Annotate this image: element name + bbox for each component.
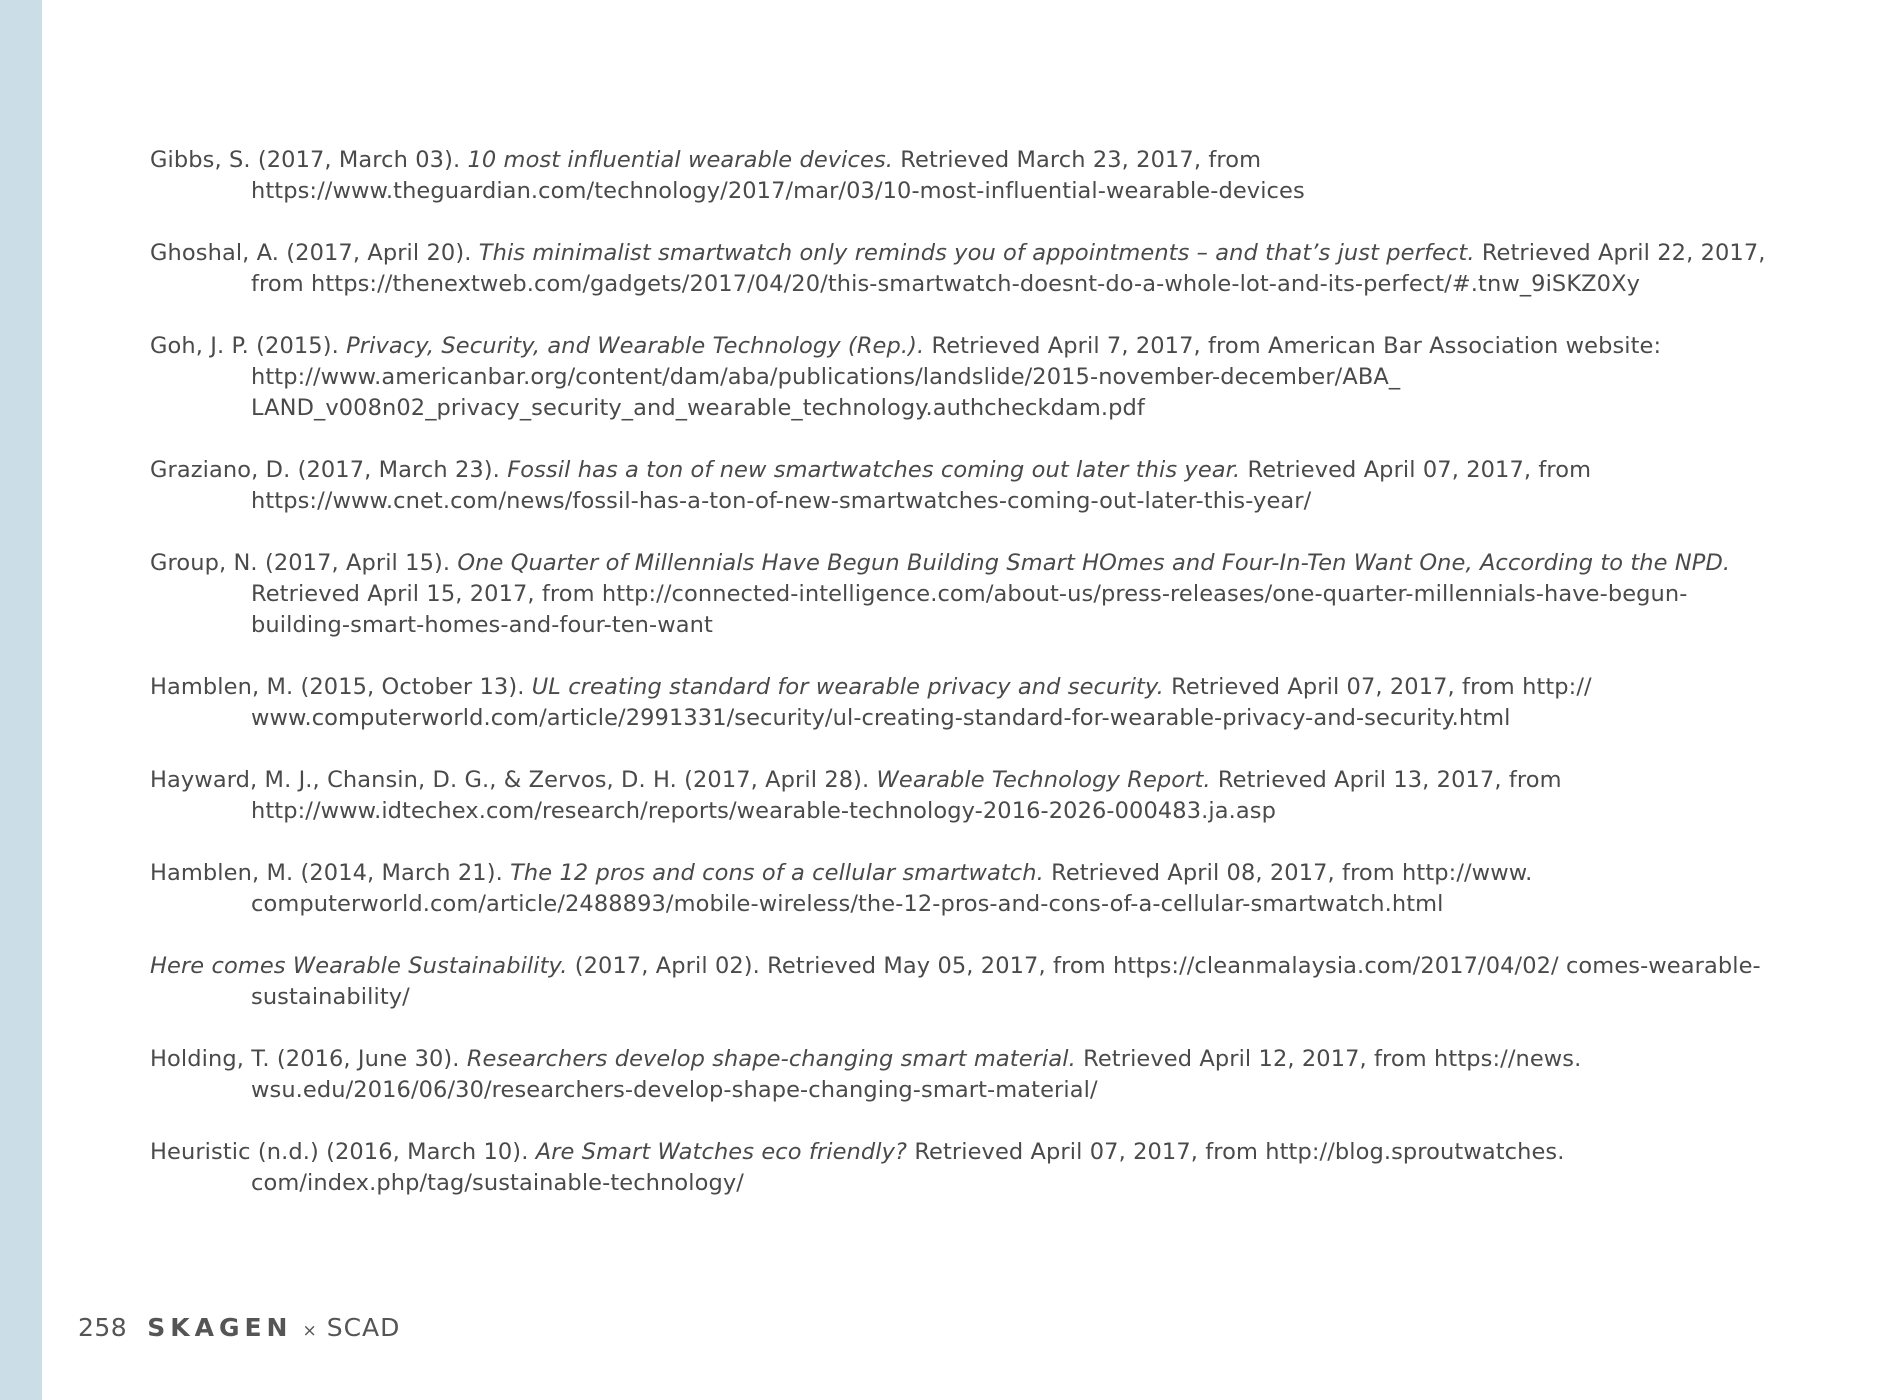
partner-name: SCAD bbox=[326, 1313, 401, 1342]
brand-logo-text: SKAGEN bbox=[147, 1313, 293, 1342]
reference-author-date: Hayward, M. J., Chansin, D. G., & Zervos, D. H. (2017, April 28). bbox=[150, 767, 877, 793]
reference-retrieval: (2017, April 02). Retrieved May 05, 2017, from https://cleanmalaysia.com/2017/04/02/ comes-wearable-sustainability/ bbox=[251, 953, 1761, 1010]
reference-entry bbox=[150, 145, 1770, 207]
reference-entry bbox=[150, 951, 1770, 1013]
reference-entry bbox=[150, 548, 1770, 641]
reference-retrieval: Retrieved April 22, 2017, from https://thenextweb.com/gadgets/2017/04/20/this-smartwatch-doesnt-do-a-whole-lot-and-its-perfect/#.tnw_9iSKZ0Xy bbox=[251, 240, 1766, 297]
reference-entry bbox=[150, 858, 1770, 920]
reference-entry bbox=[150, 238, 1770, 300]
reference-entry bbox=[150, 672, 1770, 734]
reference-entry bbox=[150, 455, 1770, 517]
reference-retrieval: Retrieved April 08, 2017, from http://www. computerworld.com/article/2488893/mobile-wireless/the-12-pros-and-cons-of-a-cellular-smartwatch.html bbox=[251, 860, 1533, 917]
reference-title: Are Smart Watches eco friendly? bbox=[535, 1139, 908, 1165]
reference-title: 10 most influential wearable devices. bbox=[467, 147, 894, 173]
reference-title: UL creating standard for wearable privacy and security. bbox=[531, 674, 1164, 700]
reference-title: This minimalist smartwatch only reminds you of appointments – and that’s just perfect. bbox=[478, 240, 1475, 266]
reference-retrieval: Retrieved April 7, 2017, from American Bar Association website: http://www.americanbar.org/content/dam/aba/publications/landslide/2015-november-december/ABA_ LAND_v008n02_privacy_security_and_wearable_technology.authcheckdam.pdf bbox=[251, 333, 1662, 421]
reference-title: Wearable Technology Report. bbox=[876, 767, 1211, 793]
reference-entry bbox=[150, 1137, 1770, 1199]
reference-entry bbox=[150, 331, 1770, 424]
reference-author-date: Graziano, D. (2017, March 23). bbox=[150, 457, 508, 483]
page-footer bbox=[78, 1313, 400, 1347]
reference-title: Fossil has a ton of new smartwatches coming out later this year. bbox=[507, 457, 1241, 483]
reference-retrieval: Retrieved April 07, 2017, from https://www.cnet.com/news/fossil-has-a-ton-of-new-smartwatches-coming-out-later-this-year/ bbox=[251, 457, 1592, 514]
reference-title: Researchers develop shape-changing smart material. bbox=[466, 1046, 1076, 1072]
reference-entry bbox=[150, 1044, 1770, 1106]
reference-author-date: Holding, T. (2016, June 30). bbox=[150, 1046, 467, 1072]
reference-author-date: Heuristic (n.d.) (2016, March 10). bbox=[150, 1139, 536, 1165]
side-color-bar bbox=[0, 0, 42, 1400]
reference-author-date: Hamblen, M. (2014, March 21). bbox=[150, 860, 511, 886]
reference-title: Here comes Wearable Sustainability. bbox=[150, 953, 568, 979]
reference-entry bbox=[150, 765, 1770, 827]
reference-retrieval: Retrieved April 07, 2017, from http:// www.computerworld.com/article/2991331/security/ul-creating-standard-for-wearable-privacy-and-security.html bbox=[251, 674, 1592, 731]
page-number: 258 bbox=[78, 1313, 128, 1342]
reference-author-date: Ghoshal, A. (2017, April 20). bbox=[150, 240, 479, 266]
reference-author-date: Gibbs, S. (2017, March 03). bbox=[150, 147, 468, 173]
reference-title: The 12 pros and cons of a cellular smartwatch. bbox=[510, 860, 1044, 886]
collaboration-separator: × bbox=[302, 1321, 317, 1341]
reference-list bbox=[150, 145, 1770, 1230]
reference-retrieval: Retrieved April 12, 2017, from https://news. wsu.edu/2016/06/30/researchers-develop-shape-changing-smart-material/ bbox=[251, 1046, 1582, 1103]
reference-retrieval: Retrieved April 07, 2017, from http://blog.sproutwatches. com/index.php/tag/sustainable-technology/ bbox=[251, 1139, 1565, 1196]
reference-retrieval: Retrieved March 23, 2017, from https://www.theguardian.com/technology/2017/mar/03/10-most-influential-wearable-devices bbox=[251, 147, 1305, 204]
reference-retrieval: Retrieved April 15, 2017, from http://connected-intelligence.com/about-us/press-releases/one-quarter-millennials-have-begun-building-smart-homes-and-four-ten-want bbox=[251, 581, 1688, 638]
reference-title: Privacy, Security, and Wearable Technology (Rep.). bbox=[346, 333, 925, 359]
reference-author-date: Goh, J. P. (2015). bbox=[150, 333, 347, 359]
reference-author-date: Group, N. (2017, April 15). bbox=[150, 550, 458, 576]
reference-retrieval: Retrieved April 13, 2017, from http://www.idtechex.com/research/reports/wearable-technology-2016-2026-000483.ja.asp bbox=[251, 767, 1562, 824]
reference-author-date: Hamblen, M. (2015, October 13). bbox=[150, 674, 532, 700]
reference-title: One Quarter of Millennials Have Begun Building Smart HOmes and Four-In-Ten Want One, According to the NPD. bbox=[457, 550, 1731, 576]
